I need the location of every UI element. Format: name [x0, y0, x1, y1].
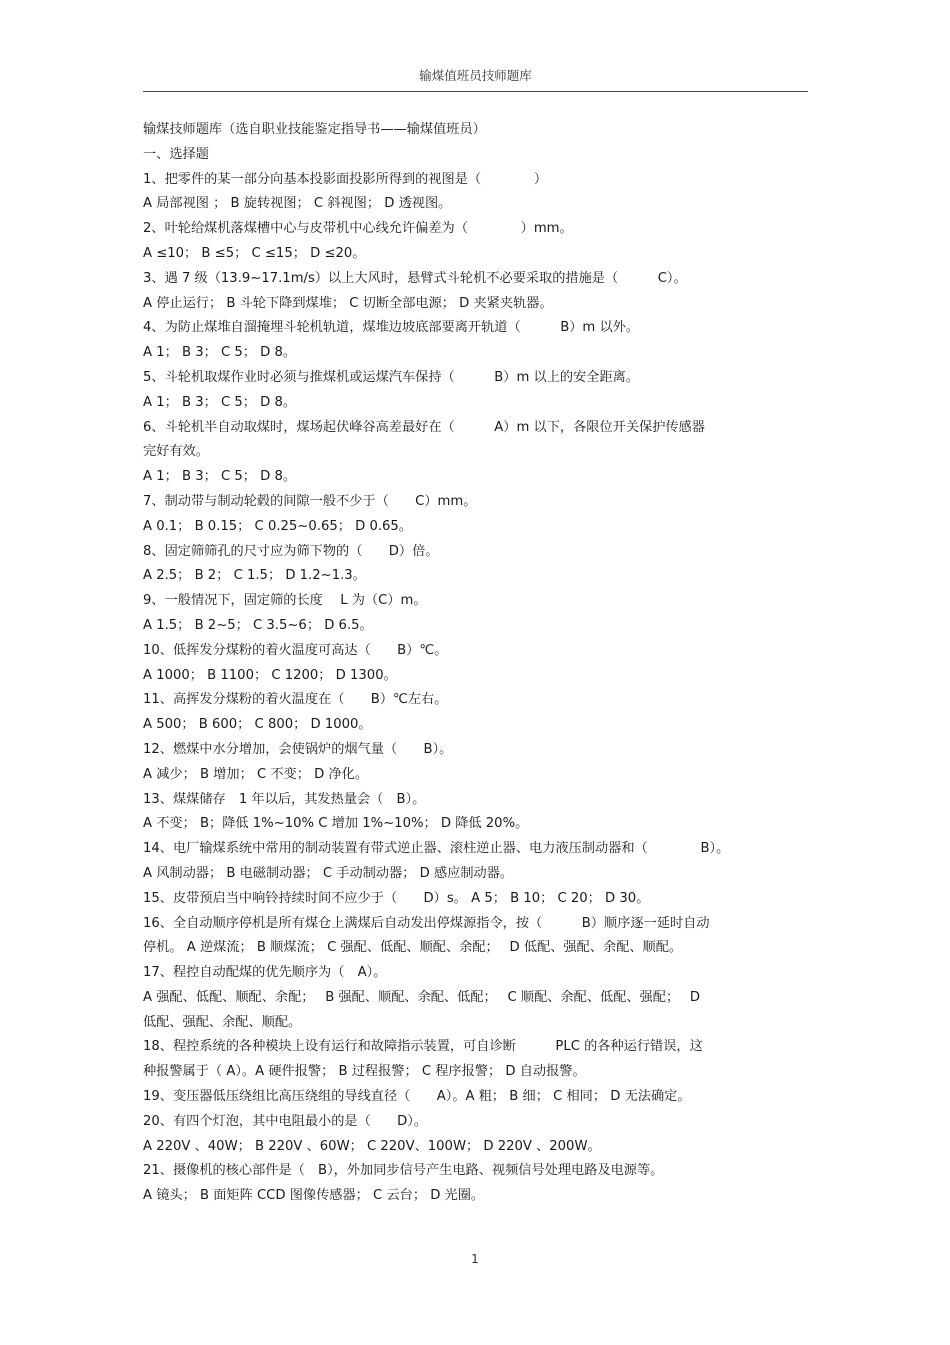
- text-line: A 1； B 3； C 5； D 8。: [143, 394, 297, 410]
- text-line: 8、固定筛筛孔的尺寸应为筛下物的（ D）倍。: [143, 543, 439, 559]
- text-line: 16、全自动顺序停机是所有煤仓上满煤后自动发出停煤源指令，按（ B）顺序逐一延时自动: [143, 915, 710, 931]
- text-line: 3、遇 7 级（13.9~17.1m/s）以上大风时，悬臂式斗轮机不必要采取的措施是（ C）。: [143, 270, 687, 286]
- text-line: A 镜头； B 面矩阵 CCD 图像传感器； C 云台； D 光圈。: [143, 1188, 485, 1204]
- text-line: 14、电厂输煤系统中常用的制动装置有带式逆止器、滚柱逆止器、电力液压制动器和（ B）。: [143, 841, 730, 857]
- text-line: 种报警属于（ A）。A 硬件报警； B 过程报警； C 程序报警； D 自动报警。: [143, 1064, 586, 1080]
- text-line: 7、制动带与制动轮毂的间隙一般不少于（ C）mm。: [143, 493, 477, 509]
- text-line: 20、有四个灯泡，其中电阻最小的是（ D）。: [143, 1113, 428, 1129]
- text-line: 19、变压器低压绕组比高压绕组的导线直径（ A）。A 粗； B 细； C 相同； D 无法确定。: [143, 1089, 691, 1105]
- text-line: 低配、强配、余配、顺配。: [143, 1014, 302, 1030]
- text-line: A 2.5； B 2； C 1.5； D 1.2~1.3。: [143, 568, 366, 584]
- document-body: [143, 118, 808, 1209]
- text-line: 完好有效。: [143, 444, 209, 460]
- text-line: 15、皮带预启当中响铃持续时间不应少于（ D）s。 A 5； B 10； C 20； D 30。: [143, 890, 650, 906]
- text-line: A 1； B 3； C 5； D 8。: [143, 345, 297, 361]
- text-line: 5、斗轮机取煤作业时必须与推煤机或运煤汽车保持（ B）m 以上的安全距离。: [143, 369, 640, 385]
- question-list: [143, 168, 808, 1209]
- text-line: A 220V 、40W； B 220V 、60W； C 220V、100W； D 220V 、200W。: [143, 1138, 601, 1154]
- text-line: 11、高挥发分煤粉的着火温度在（ B）℃左右。: [143, 692, 448, 708]
- page-header: 输煤值班员技师题库: [419, 68, 532, 83]
- text-line: 21、摄像机的核心部件是（ B），外加同步信号产生电路、视频信号处理电路及电源等。: [143, 1163, 664, 1179]
- text-line: 6、斗轮机半自动取煤时，煤场起伏峰谷高差最好在（ A）m 以下，各限位开关保护传感器: [143, 419, 705, 435]
- text-line: A 风制动器； B 电磁制动器； C 手动制动器； D 感应制动器。: [143, 865, 514, 881]
- text-line: 13、煤煤储存 1 年以后，其发热量会（ B）。: [143, 791, 426, 807]
- text-line: A 停止运行； B 斗轮下降到煤堆； C 切断全部电源； D 夹紧夹轨器。: [143, 295, 553, 311]
- text-line: 4、为防止煤堆自溜掩埋斗轮机轨道，煤堆边坡底部要离开轨道（ B）m 以外。: [143, 320, 640, 336]
- section-heading: 一、选择题: [143, 146, 209, 162]
- text-line: A 1.5； B 2~5； C 3.5~6； D 6.5。: [143, 617, 373, 633]
- text-line: A ≤10； B ≤5； C ≤15； D ≤20。: [143, 245, 366, 261]
- document-title: 输煤技师题库（选自职业技能鉴定指导书——输煤值班员）: [143, 122, 486, 137]
- text-line: A 1； B 3； C 5； D 8。: [143, 469, 297, 485]
- text-line: 停机。 A 逆煤流； B 顺煤流； C 强配、低配、顺配、余配； D 低配、强配、余配、顺配。: [143, 940, 683, 956]
- text-line: A 不变； B；降低 1%~10% C 增加 1%~10%； D 降低 20%。: [143, 816, 529, 832]
- text-line: 1、把零件的某一部分向基本投影面投影所得到的视图是（ ）: [143, 171, 548, 187]
- text-line: 12、燃煤中水分增加，会使锅炉的烟气量（ B）。: [143, 741, 453, 757]
- text-line: 17、程控自动配煤的优先顺序为（ A）。: [143, 965, 387, 981]
- text-line: A 局部视图 ； B 旋转视图； C 斜视图； D 透视图。: [143, 196, 452, 212]
- text-line: A 减少； B 增加； C 不变； D 净化。: [143, 766, 369, 782]
- page-number: 1: [471, 1252, 479, 1266]
- text-line: 10、低挥发分煤粉的着火温度可高达（ B）℃。: [143, 642, 448, 658]
- text-line: A 0.1； B 0.15； C 0.25~0.65； D 0.65。: [143, 518, 412, 534]
- header-rule: [143, 91, 808, 92]
- text-line: A 强配、低配、顺配、余配； B 强配、顺配、余配、低配； C 顺配、余配、低配、强配； D: [143, 989, 701, 1005]
- text-line: A 500； B 600； C 800； D 1000。: [143, 717, 372, 733]
- text-line: 9、一般情况下，固定筛的长度 L 为（C）m。: [143, 593, 427, 609]
- text-line: A 1000； B 1100； C 1200； D 1300。: [143, 667, 397, 683]
- text-line: 2、叶轮给煤机落煤槽中心与皮带机中心线允许偏差为（ ）mm。: [143, 221, 573, 237]
- text-line: 18、程控系统的各种模块上设有运行和故障指示装置，可自诊断 PLC 的各种运行错误，这: [143, 1039, 703, 1055]
